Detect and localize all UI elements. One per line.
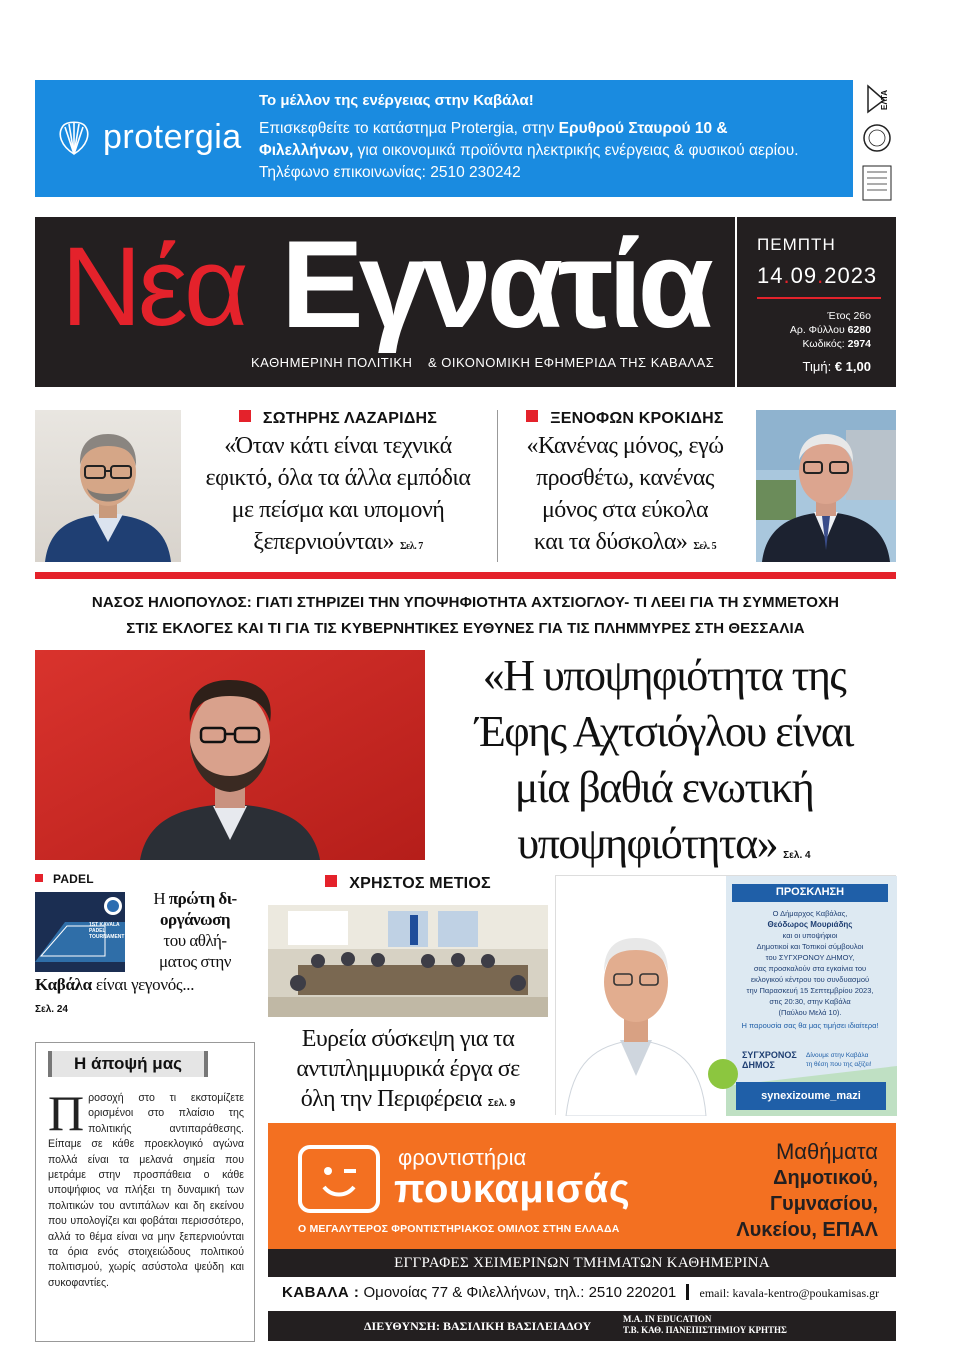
invite-title: ΠΡΟΣΚΛΗΣΗ [775, 886, 845, 898]
page-ref: Σελ. 24 [35, 1004, 68, 1015]
elta-label: ΕΛΤΑ [880, 89, 889, 110]
author-lazaridis: ΣΩΤΗΡΗΣ ΛΑΖΑΡΙΔΗΣ [188, 410, 488, 428]
invitation-ad[interactable] [555, 875, 896, 1115]
bullet-square-icon [526, 410, 538, 422]
bullet-square-icon [35, 874, 43, 882]
invite-brand: ΣΥΓΧΡΟΝΟΣ ΔΗΜΟΣ [742, 1050, 797, 1070]
bullet-square-icon [325, 875, 337, 887]
padel-poster [35, 892, 125, 972]
opinion-column[interactable] [35, 1042, 255, 1342]
pouk-address-bar: ΚΑΒΑΛΑ : Ομονοίας 77 & Φιλελλήνων, τηλ.: 2510 220201 email: kavala-kentro@poukamisas.gr [268, 1279, 896, 1307]
invite-slogan: Δίνουμε στην Καβάλα τη θέση που της αξίζει! [806, 1052, 872, 1068]
poster-text: 1ST KAVALA PADEL TOURNAMENT [89, 922, 125, 940]
story-krokidis[interactable] [500, 410, 750, 563]
pouk-kicker: φροντιστήρια [398, 1145, 527, 1170]
photo-iliopoulos[interactable] [35, 650, 425, 860]
date-underline [757, 297, 881, 299]
issue-day: ΠΕΜΠΤΗ [757, 235, 836, 254]
lead-kicker-line2: ΣΤΙΣ ΕΚΛΟΓΕΣ ΚΑΙ ΤΙ ΓΙΑ ΤΙΣ ΚΥΒΕΡΝΗΤΙΚΕΣ ΕΥΘΥΝΕΣ ΓΙΑ ΤΙΣ ΠΛΗΜΜΥΡΕΣ ΣΤΗ ΘΕΣΣΑΛΙΑ [126, 620, 805, 637]
invite-hashtag: synexizoume_mazi [761, 1090, 861, 1102]
pouk-director-bar: ΔΙΕΥΘΥΝΣΗ: ΒΑΣΙΛΙΚΗ ΒΑΣΙΛΕΙΑΔΟΥ Μ.Α. IN EDUCATION Τ.Β. ΚΑΘ. ΠΑΝΕΠΙΣΤΗΜΙΟΥ ΚΡΗΤΗΣ [268, 1311, 896, 1341]
author-metios: ΧΡΗΣΤΟΣ ΜΕΤΙΟΣ [268, 875, 548, 893]
protergia-ad[interactable] [35, 80, 853, 197]
story-metios[interactable] [268, 875, 548, 893]
page-ref: Σελ. 7 [399, 541, 423, 552]
photo-meeting[interactable] [268, 905, 548, 1017]
section-red-bar [35, 572, 896, 579]
ad-phone: Τηλέφωνο επικοινωνίας: 2510 230242 [259, 164, 521, 181]
opinion-body: Προσοχή στο τι εκστομίζετε ορισμένοι στο πλαίσιο της πολιτικής αντιπαράθεσης. Είπαμε σε κάθε προεκλογικό αγώνα πολλά είναι τα μελανά σημεία που μετράμε στην προσπάθεια ο κάθε υποψήφιος να πλήξει τη δυναμική των πολιτικών του αντιπάλων και δη εκείνου που υπολογίζει και φοβάται περισσότερο, αλλά το θέμα είναι να μην ξεπερνιούνται τα όρια ενός στοιχειώδους πολιτικού πολιτισμού, χωρίς ασύστολα ψεύδη και συκοφαντίες. [48, 1085, 244, 1289]
pouk-brand: πουκαμισάς [394, 1167, 631, 1211]
masthead [35, 217, 896, 387]
bullet-square-icon [239, 410, 251, 422]
drop-cap: Π [48, 1085, 85, 1141]
masthead-divider [735, 217, 737, 387]
issue-meta: Έτος 26ο Αρ. Φύλλου 6280 Κωδικός: 2974 [789, 310, 871, 350]
issue-date: 14.09.2023 [757, 263, 878, 288]
photo-krokidis[interactable] [756, 410, 896, 562]
column-divider [497, 410, 498, 562]
subtitle-part2: & ΟΙΚΟΝΟΜΙΚΗ ΕΦΗΜΕΡΙΔΑ ΤΗΣ ΚΑΒΑΛΑΣ [428, 355, 715, 370]
ad-body: Επισκεφθείτε το κατάστημα Protergia, στην Ερυθρού Σταυρού 10 & Φιλελλήνων, για οικονομικά προϊόντα ηλεκτρικής ενέργειας & φυσικού αερίου. [259, 120, 799, 159]
protergia-wordmark: protergia [103, 117, 242, 156]
section-padel: PADEL [35, 872, 255, 886]
padel-brief[interactable] [35, 872, 255, 1015]
title-nea: Νέα [61, 224, 245, 349]
quote-lazaridis: «Όταν κάτι είναι τεχνικά εφικτό, όλα τα άλλα εμπόδια με πείσμα και υπομονή ξεπερνιούνται» Σελ. 7 [205, 433, 471, 555]
lead-kicker-line1: ΝΑΣΟΣ ΗΛΙΟΠΟΥΛΟΣ: ΓΙΑΤΙ ΣΤΗΡΙΖΕΙ ΤΗΝ ΥΠΟΨΗΦΙΟΤΗΤΑ ΑΧΤΣΙΟΓΛΟΥ- ΤΙ ΛΕΕΙ ΓΙΑ ΤΗ ΣΥΜΜΕΤΟΧΗ [91, 594, 840, 611]
author-krokidis: ΞΕΝΟΦΩΝ ΚΡΟΚΙΔΗΣ [500, 410, 750, 428]
pouk-tagline: Ο ΜΕΓΑΛΥΤΕΡΟΣ ΦΡΟΝΤΙΣΤΗΡΙΑΚΟΣ ΟΜΙΛΟΣ ΣΤΗΝ ΕΛΛΑΔΑ [298, 1223, 620, 1235]
wink-face-icon [298, 1145, 380, 1213]
lead-quote: «Η υποψηφιότητα της Έφης Αχτσιόγλου είναι μία βαθιά ενωτική υποψηφιότητα» Σελ. 4 [475, 651, 853, 868]
title-egnatia: Εγνατία [281, 216, 709, 354]
pouk-courses: Μαθήματα Δημοτικού, Γυμνασίου, Λυκείου, ΕΠΑΛ [736, 1139, 878, 1241]
page-ref: Σελ. 5 [693, 541, 717, 552]
page-ref: Σελ. 9 [487, 1098, 516, 1109]
poukamisas-ad[interactable] [268, 1123, 896, 1249]
padel-text: Η πρώτη δι- οργάνωση του αθλή- ματος στην [153, 889, 237, 971]
invite-body: Ο Δήμαρχος Καβάλας, Θεόδωρος Μουριάδης και οι υποψήφιοι Δημοτικοί και Τοπικοί σύμβουλοι του ΣΥΓΧΡΟΝΟΥ ΔΗΜΟΥ, σας προσκαλούν στα εγκαίνια του εκλογικού κέντρου του συνδυασμού την Παρασκευή 15 Σεπτεμβρίου 2023, στις 20:30, στην Καβάλα (Παύλου Μελά 10). Η παρουσία σας θα μας τιμήσει ιδιαίτερα! [741, 909, 879, 1030]
pouk-enroll-bar: ΕΓΓΡΑΦΕΣ ΧΕΙΜΕΡΙΝΩΝ ΤΜΗΜΑΤΩΝ ΚΑΘΗΜΕΡΙΝΑ [268, 1249, 896, 1277]
issue-price: Τιμή: € 1,00 [802, 359, 871, 374]
page-ref: Σελ. 4 [783, 850, 811, 861]
padel-text-end: Καβάλα είναι γεγονός... [35, 975, 195, 994]
opinion-title: Η άποψή μας [48, 1051, 208, 1077]
elta-postage-stamp [858, 80, 896, 202]
protergia-shell-icon [53, 116, 95, 158]
subtitle-part1: ΚΑΘΗΜΕΡΙΝΗ ΠΟΛΙΤΙΚΗ [251, 355, 413, 370]
story-lazaridis[interactable] [188, 410, 488, 563]
protergia-logo [53, 116, 242, 158]
ad-headline: Το μέλλον της ενέργειας στην Καβάλα! [259, 92, 534, 109]
photo-lazaridis[interactable] [35, 410, 181, 562]
quote-krokidis: «Κανένας μόνος, εγώ προσθέτω, κανένας μόνος στα εύκολα και τα δύσκολα» Σελ. 5 [526, 433, 724, 555]
headline-metios: Ευρεία σύσκεψη για τα αντιπλημμυρικά έργα σε όλη την Περιφέρεια Σελ. 9 [296, 1026, 520, 1112]
